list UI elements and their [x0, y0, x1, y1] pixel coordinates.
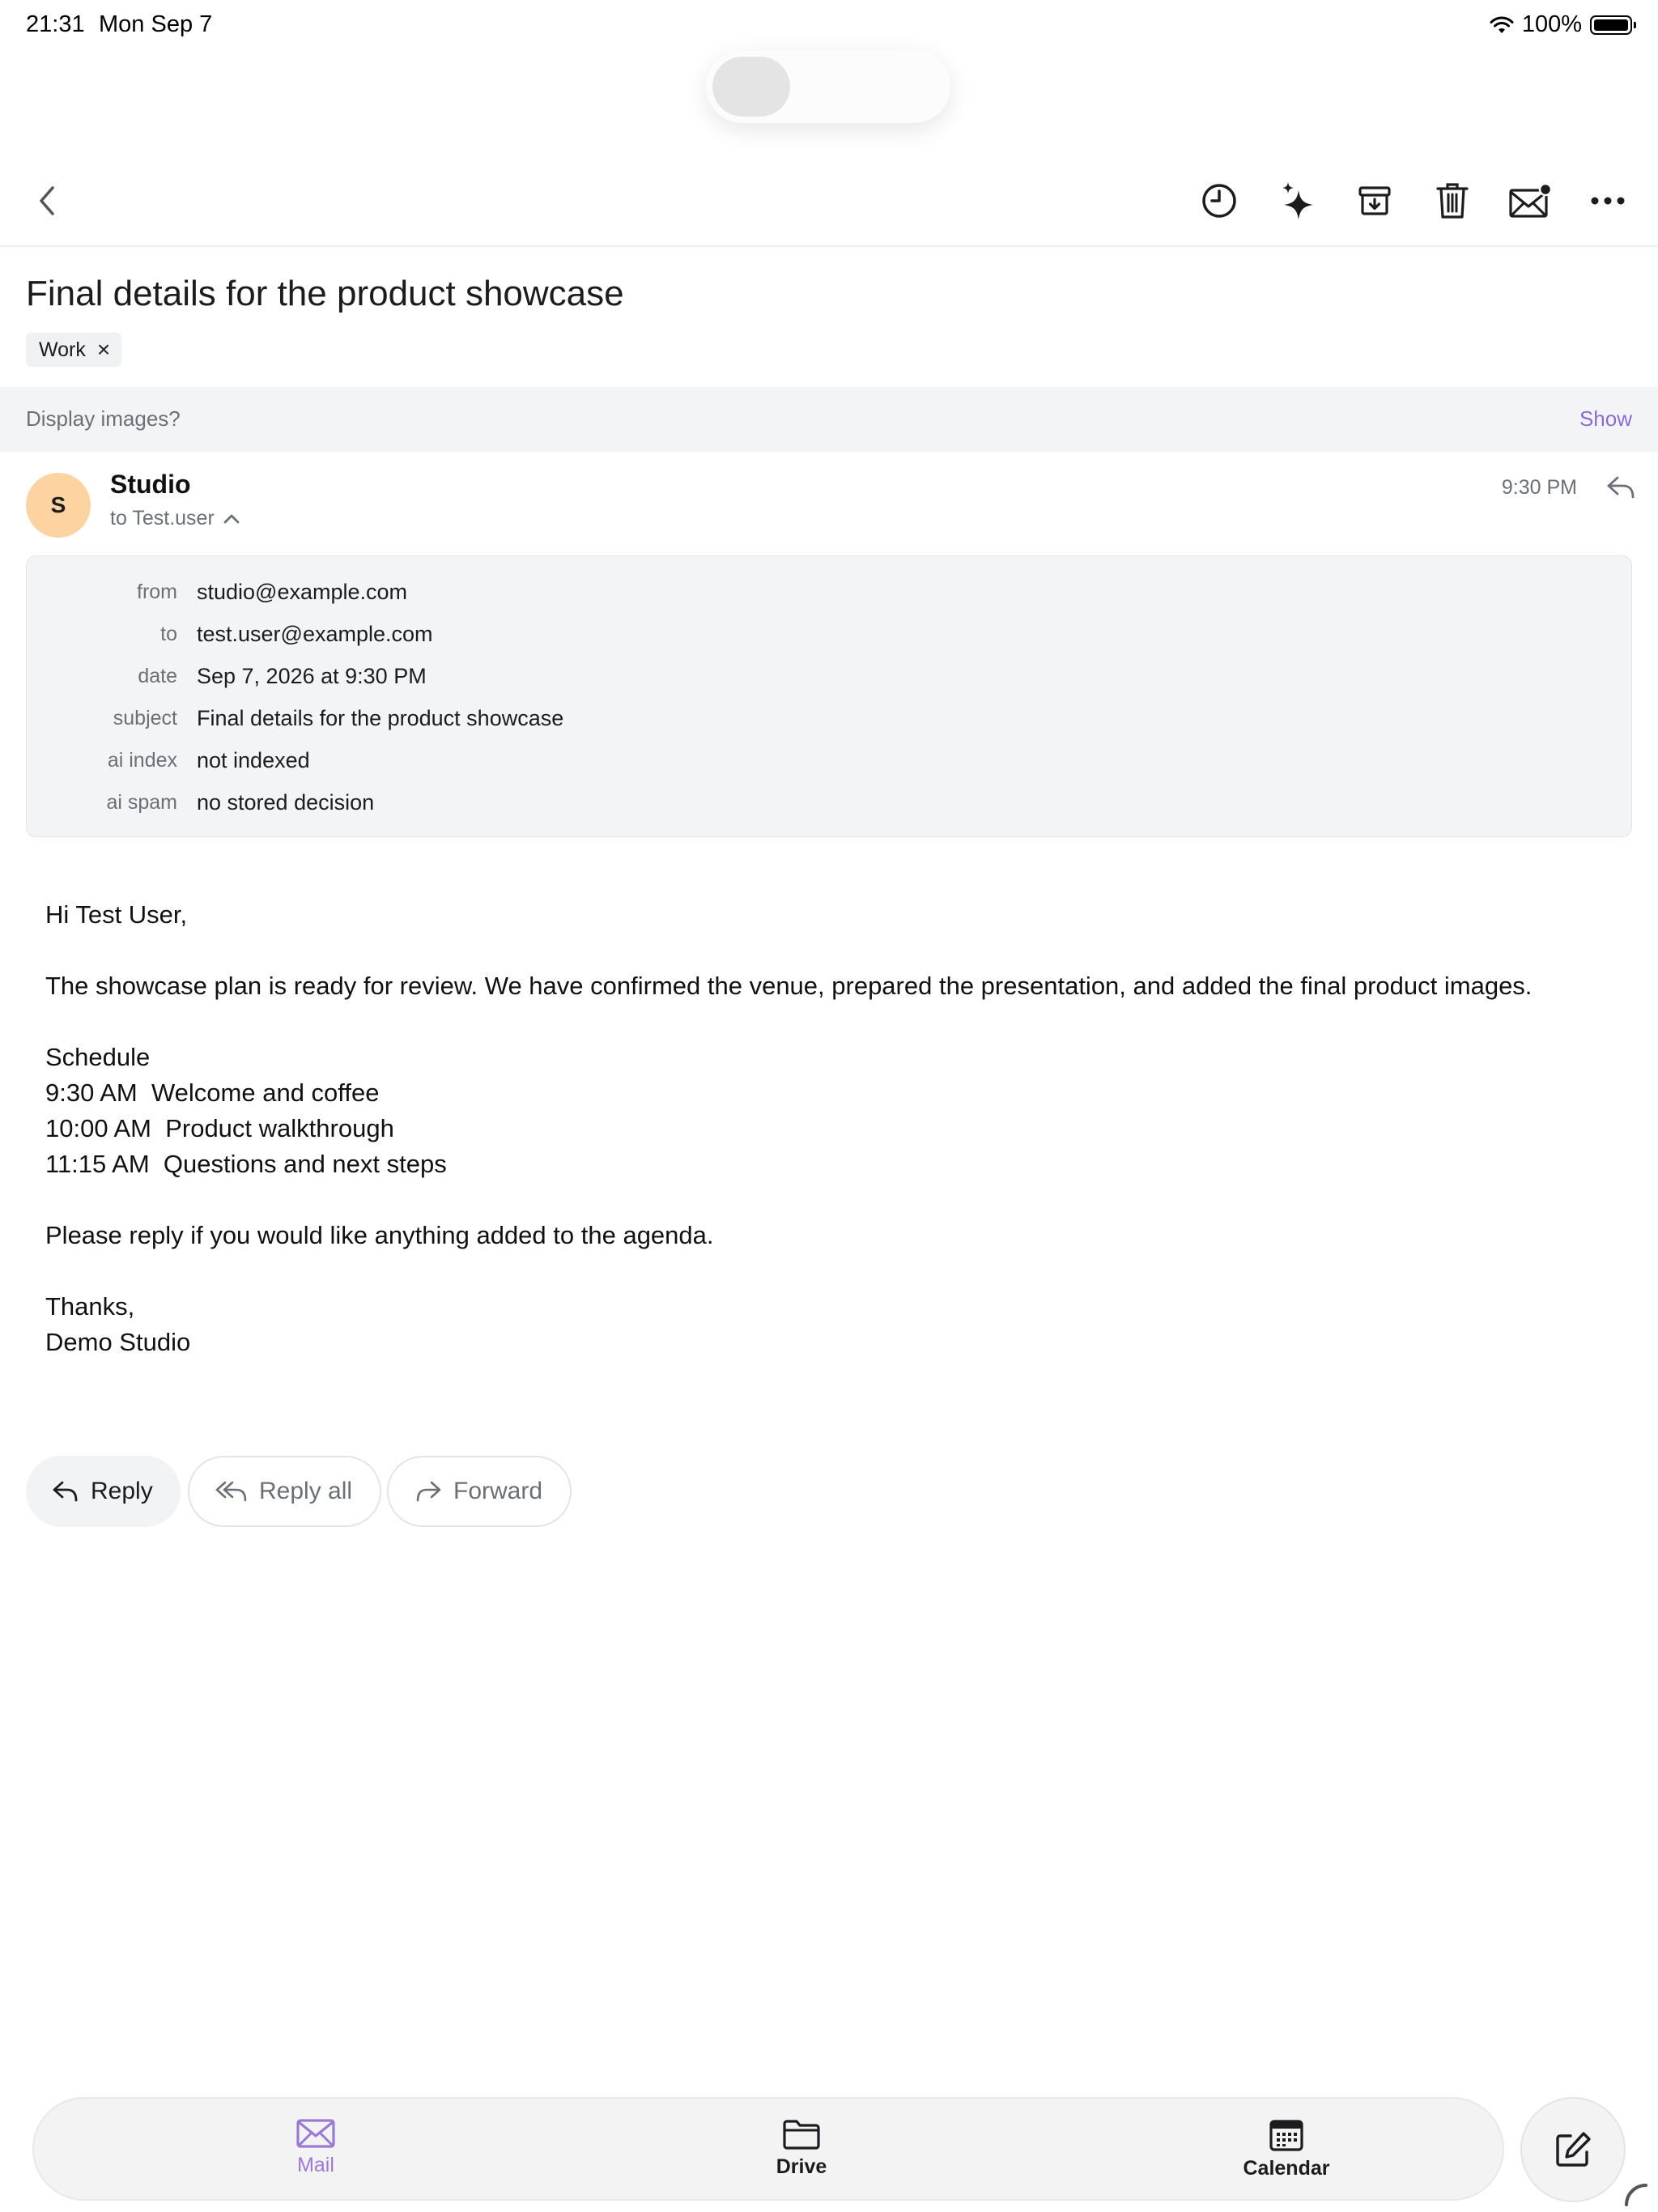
mark-unread-icon[interactable] [1507, 178, 1553, 223]
body-schedule-item: 10:00 AM Product walkthrough [45, 1114, 394, 1142]
sparkle-icon[interactable] [1276, 178, 1321, 223]
battery-icon [1590, 15, 1632, 35]
body-schedule-item: 11:15 AM Questions and next steps [45, 1150, 447, 1178]
detail-row-ai-spam [27, 786, 374, 819]
reply-all-button[interactable] [188, 1456, 381, 1527]
tab-mail[interactable] [227, 2118, 405, 2177]
tab-drive-label: Drive [776, 2155, 827, 2178]
snooze-clock-icon[interactable] [1197, 178, 1242, 223]
detail-key: ai index [107, 748, 177, 772]
compose-button[interactable] [1520, 2097, 1626, 2202]
recipient-summary: to Test.user [110, 507, 215, 530]
body-signature: Demo Studio [45, 1328, 191, 1356]
forward-button[interactable] [387, 1456, 572, 1527]
display-images-prompt: Display images? [26, 406, 181, 431]
label-chip-work[interactable] [26, 333, 121, 367]
tab-mail-label: Mail [297, 2154, 334, 2176]
reply-icon [52, 1479, 79, 1504]
detail-key: date [138, 664, 177, 687]
body-schedule-item: 9:30 AM Welcome and coffee [45, 1078, 380, 1107]
detail-value: not indexed [197, 747, 310, 772]
detail-row-ai-index [27, 744, 310, 776]
chevron-up-icon [223, 513, 240, 525]
bottom-tab-bar [32, 2097, 1504, 2201]
forward-icon [414, 1479, 442, 1504]
body-request: Please reply if you would like anything added to the agenda. [45, 1221, 714, 1249]
archive-icon[interactable] [1352, 178, 1397, 223]
reply-all-icon [215, 1479, 248, 1504]
compose-icon [1553, 2129, 1593, 2170]
detail-row-date [27, 660, 427, 692]
tab-drive[interactable] [712, 2118, 891, 2179]
detail-value: Final details for the product showcase [197, 705, 564, 730]
trash-icon[interactable] [1430, 178, 1475, 223]
toolbar-divider [0, 245, 1658, 247]
status-date: Mon Sep 7 [99, 11, 213, 37]
calendar-icon [1269, 2118, 1304, 2152]
detail-row-from [27, 576, 407, 608]
window-resize-handle[interactable] [1624, 2183, 1648, 2207]
detail-row-subject [27, 702, 563, 734]
recipient-toggle[interactable] [110, 507, 240, 530]
detail-value: Sep 7, 2026 at 9:30 PM [197, 663, 427, 688]
wifi-icon [1490, 15, 1514, 35]
body-schedule-title: Schedule [45, 1043, 151, 1071]
detail-key: to [160, 622, 177, 645]
reply-all-label: Reply all [259, 1478, 353, 1504]
label-chip-text: Work [39, 338, 86, 361]
body-signoff: Thanks, [45, 1292, 135, 1321]
remove-label-icon[interactable]: × [96, 337, 111, 362]
status-time: 21:31 [26, 11, 85, 37]
back-chevron-icon[interactable] [24, 178, 70, 223]
body-intro: The showcase plan is ready for review. We have confirmed the venue, prepared the presentation, and added the final product images. [45, 972, 1533, 1000]
mail-icon [295, 2118, 336, 2149]
message-body [45, 897, 1532, 1360]
detail-value: no stored decision [197, 789, 375, 815]
detail-value: test.user@example.com [197, 621, 433, 646]
message-details [26, 555, 1632, 837]
message-time: 9:30 PM [1501, 476, 1577, 499]
display-images-banner [0, 387, 1658, 452]
detail-key: from [137, 580, 177, 603]
detail-key: subject [113, 706, 177, 730]
detail-key: ai spam [106, 790, 177, 814]
message-subject: Final details for the product showcase [26, 274, 624, 313]
detail-row-to [27, 618, 433, 650]
detail-value: studio@example.com [197, 579, 408, 604]
more-icon[interactable] [1585, 178, 1630, 223]
reply-label: Reply [91, 1478, 153, 1504]
tab-calendar-label: Calendar [1243, 2157, 1330, 2180]
sender-name: Studio [110, 470, 191, 499]
folder-icon [782, 2118, 821, 2150]
multitask-indicator[interactable] [706, 50, 950, 123]
status-indicators [1490, 11, 1632, 38]
reply-icon[interactable] [1601, 470, 1640, 505]
tab-calendar[interactable] [1197, 2118, 1375, 2180]
forward-label: Forward [453, 1478, 543, 1504]
reply-button[interactable] [26, 1456, 181, 1527]
show-images-button[interactable]: Show [1579, 406, 1632, 431]
battery-percent: 100% [1521, 11, 1582, 37]
body-greeting: Hi Test User, [45, 900, 188, 929]
avatar: S [26, 473, 91, 538]
